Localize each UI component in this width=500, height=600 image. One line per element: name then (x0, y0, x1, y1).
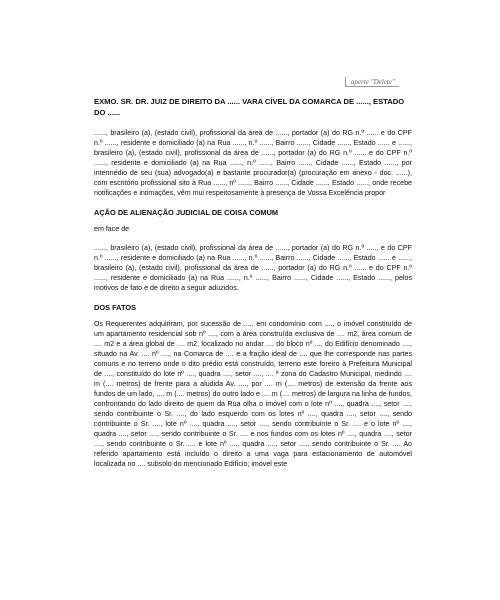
action-title: AÇÃO DE ALIENAÇÃO JUDICIAL DE COISA COMUM (94, 208, 279, 217)
facts-title: DOS FATOS (94, 303, 137, 312)
court-heading: EXMO. SR. DR. JUIZ DE DIREITO DA ...... VARA CÍVEL DA COMARCA DE ......, ESTADO DO ...... (94, 97, 405, 117)
facts-paragraph: Os Requerentes adquiriram, por sucessão de ...., em condomínio com ...., o imóvel constituído de um apartamento residencial sob nº ...., com a área construída exclusiva de .... m2, área comum de .... m2 e a área global de .... m2, localizado no andar .... do bloco nº .... do Edifício denominado ...., situado na Av. .... nº ...., na Comarca de .... e a fração ideal de .... que lhe corresponde nas partes comuns e no terreno onde o dito prédio está construído, terreno este foreiro à Prefeitura Municipal de ...., constituído do lote nº ...., quadra ...., setor ...., .... ª zona do Cadastro Municipal, medindo .... m (.... metros) de frente para a aludida Av. ...., por .... m (.... metros) de extensão da frente aos fundos de um lado, .... m (.... metros) do outro lado e .... m (.... metros) de largura na linha de fundos, confrontando do lado direito de quem da Rua olha o imóvel com o lote nº ...., quadra ...., setor ...., sendo contribuinte o Sr. ...., do lado esquerdo com os lotes nº ...., quadra ...., setor ...., sendo contribuinte o Sr. ...., lote nº ...., quadra ...., setor ...., sendo contribuinte o Sr. .... e o lote nº ...., quadra ...., setor ...., sendo contribuinte o Sr. .... e nos fundos com os lotes nº ...., quadra ...., setor ...., sendo contribuinte o Sr. .... e lote nº ...., quadra ...., setor ...., sendo contribuinte o Sr. .... Ao referido apartamento está incluído o direito a uma vaga para estacionamento de automóvel localizada no .... subsolo do mencionado Edifício; imóvel este (94, 320, 412, 468)
parties-paragraph: ......, brasileiro (a), (estado civil), profissional da área de ......, portador (a) do RG n.º ...... e do CPF n.º ......, residente e domiciliado (a) na Rua ......, n.º ......, Bairro ......, Cidade ......, Estado ...... e ......, brasileiro (a), (estado civil), profissional da área de ......, portador (a) do RG n.º ...... e do CPF n.º ......, residente e domiciliado (a) na Rua ......, n.º ......, Bairro ......, Cidade ......, Estado ......, por intermédio de seu (sua) advogado(a) e bastante procurador(a) (procuração em anexo - doc. ......), com escritório profissional sito à Rua ......, nº ......, Bairro ......, Cidade ......, Estado ......, onde recebe notificações e intimações, vêm mui respeitosamente à presença de Vossa Excelência propor (94, 129, 412, 197)
defendants-paragraph: ......, brasileiro (a), (estado civil), profissional da área de ......, portador (a) do RG n.º ...... e do CPF n.º ......, residente e domiciliado (a) na Rua ......, n.º ......, Bairro ......, Cidade ......, Estado ...... e ......, brasileiro (a), (estado civil), profissional da área de ......, portador (a) do RG n.º ...... e do CPF n.º ......, residente e domiciliado (a) na Rua ......, n.º ......, Bairro ......, Cidade ......, Estado ......, pelos motivos de fato e de direito a seguir aduzidos. (94, 244, 412, 292)
delete-hint-note: aperte "Delete" (345, 77, 399, 87)
document-body (94, 97, 412, 479)
em-face-text: em face de (94, 225, 130, 233)
